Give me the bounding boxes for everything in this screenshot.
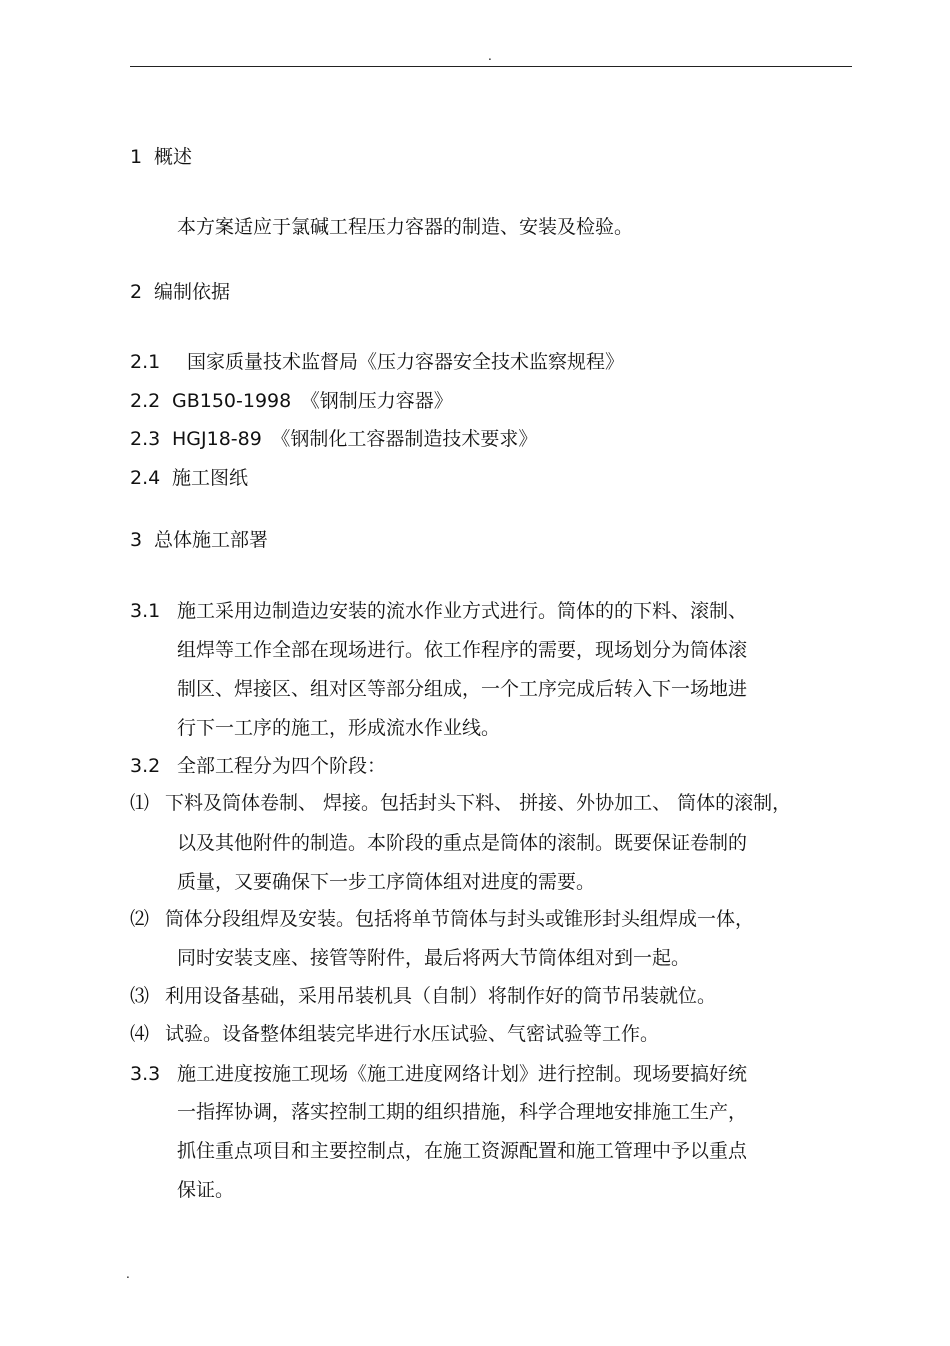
item-text: 施工图纸 [172,467,249,489]
item-text: HGJ18-89 《钢制化工容器制造技术要求》 [172,428,538,450]
section-1-body: 本方案适应于氯碱工程压力容器的制造、安装及检验。 [177,216,634,238]
item-number: 2.1 [130,351,161,373]
item-number: 3.3 [130,1063,161,1085]
paragraph-3-3-line-2: 一指挥协调，落实控制工期的组织措施，科学合理地安排施工生产， [177,1101,748,1123]
paragraph-text: 全部工程分为四个阶段： [177,755,387,777]
stage-2-line-2: 同时安装支座、接管等附件，最后将两大节筒体组对到一起。 [177,947,691,969]
stage-text: 利用设备基础，采用吊装机具（自制）将制作好的筒节吊装就位。 [165,985,717,1007]
item-number: 2.2 [130,390,161,412]
stage-text: 筒体分段组焊及安装。包括将单节筒体与封头或锥形封头组焊成一体， [165,908,755,930]
paragraph-3-1-line-4: 行下一工序的施工，形成流水作业线。 [177,717,501,739]
header-rule [130,66,852,67]
paragraph-3-3-line-4: 保证。 [177,1179,235,1201]
section-title: 编制依据 [154,281,231,303]
item-number: 3.1 [130,600,161,622]
paragraph-3-3-line-3: 抓住重点项目和主要控制点，在施工资源配置和施工管理中予以重点 [177,1140,748,1162]
stage-1-line-2: 以及其他附件的制造。本阶段的重点是筒体的滚制。既要保证卷制的 [177,832,748,854]
section-title: 总体施工部署 [154,529,269,551]
item-number: 2.4 [130,467,161,489]
paragraph-3-1-line-3: 制区、焊接区、组对区等部分组成，一个工序完成后转入下一场地进 [177,678,748,700]
item-text: 国家质量技术监督局《压力容器安全技术监察规程》 [187,351,625,373]
section-number: 3 [130,529,143,551]
stage-text: 下料及筒体卷制、 焊接。包括封头下料、 拼接、外协加工、 筒体的滚制， [165,792,792,814]
paragraph-3-1-line-2: 组焊等工作全部在现场进行。依工作程序的需要，现场划分为筒体滚 [177,639,748,661]
stage-number: ⑷ [130,1023,150,1045]
item-text: GB150-1998 《钢制压力容器》 [172,390,453,412]
stage-number: ⑵ [130,908,150,930]
stage-1-line-3: 质量，又要确保下一步工序筒体组对进度的需要。 [177,871,596,893]
stage-number: ⑴ [130,792,150,814]
stage-text: 试验。设备整体组装完毕进行水压试验、气密试验等工作。 [165,1023,660,1045]
stage-number: ⑶ [130,985,150,1007]
item-number: 3.2 [130,755,161,777]
section-number: 1 [130,146,143,168]
paragraph-text: 施工采用边制造边安装的流水作业方式进行。筒体的的下料、滚制、 [177,600,748,622]
section-number: 2 [130,281,143,303]
section-title: 概述 [154,146,193,168]
footer-dot: . [126,1267,130,1281]
header-dot: . [488,49,492,63]
paragraph-text: 施工进度按施工现场《施工进度网络计划》进行控制。现场要搞好统 [177,1063,748,1085]
item-number: 2.3 [130,428,161,450]
